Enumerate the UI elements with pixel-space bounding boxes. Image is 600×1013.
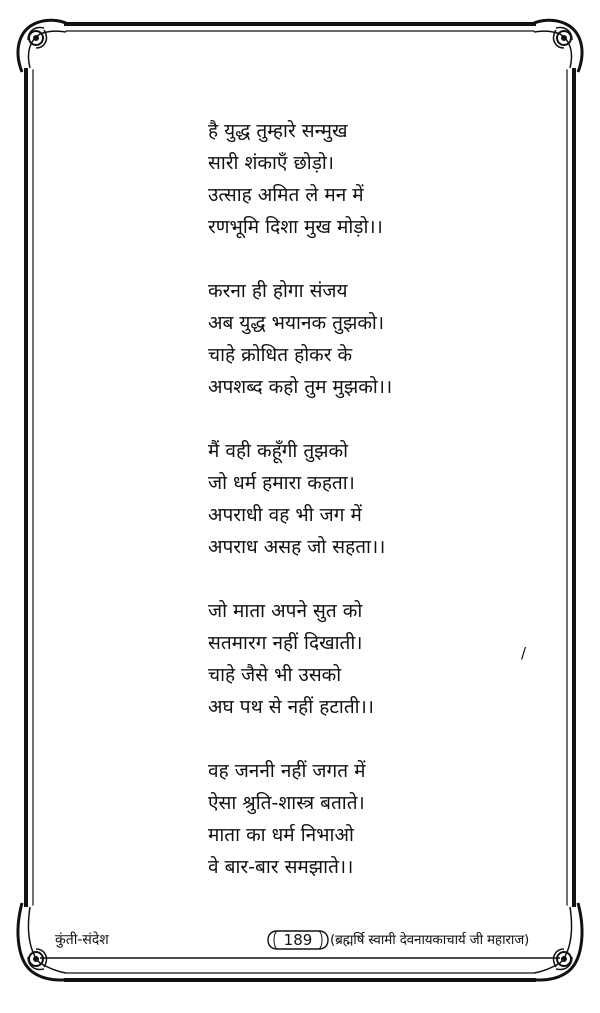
stanza <box>208 595 508 723</box>
poem-line: माता का धर्म निभाओ <box>208 824 354 846</box>
poem-line: जो धर्म हमारा कहता। <box>208 472 355 494</box>
poem-line: ऐसा श्रुति-शास्त्र बताते। <box>208 792 365 814</box>
poem-line: सतमारग नहीं दिखाती। <box>208 632 363 654</box>
poem-line: वे बार-बार समझाते।। <box>208 856 354 878</box>
footer-book-title: कुंती-संदेश <box>55 932 109 948</box>
poem-line: अपराध असह जो सहता।। <box>208 536 386 558</box>
poem-line: अघ पथ से नहीं हटाती।। <box>208 696 374 718</box>
corner-ornament-top-right <box>532 20 582 72</box>
poem-line: सारी शंकाएँ छोड़ो। <box>208 152 335 174</box>
corner-ornament-top-left <box>18 20 68 72</box>
page-number-badge <box>265 928 331 952</box>
poem-line: चाहे क्रोधित होकर के <box>208 344 353 366</box>
poem-line: जो माता अपने सुत को <box>208 600 363 622</box>
page-number: 189 <box>283 931 313 949</box>
poem-body <box>208 115 508 883</box>
stray-mark: / <box>521 644 527 662</box>
poem-line: उत्साह अमित ले मन में <box>208 184 364 206</box>
poem-line: मैं वही कहूँगी तुझको <box>208 440 349 462</box>
stanza <box>208 115 508 243</box>
poem-line: रणभूमि दिशा मुख मोड़ो।। <box>208 216 383 238</box>
poem-line: अपराधी वह भी जग में <box>208 504 362 526</box>
stanza <box>208 275 508 403</box>
poem-line: करना ही होगा संजय <box>208 280 348 302</box>
poem-line: अपशब्द कहो तुम मुझको।। <box>208 376 393 398</box>
footer-author: (ब्रह्मर्षि स्वामी देवनायकाचार्य जी महाराज) <box>330 932 530 948</box>
poem-line: वह जननी नहीं जगत में <box>208 760 366 782</box>
poem-line: चाहे जैसे भी उसको <box>208 664 342 686</box>
poem-line: है युद्ध तुम्हारे सन्मुख <box>208 120 348 142</box>
stanza <box>208 755 508 883</box>
poem-line: अब युद्ध भयानक तुझको। <box>208 312 385 334</box>
stanza <box>208 435 508 563</box>
